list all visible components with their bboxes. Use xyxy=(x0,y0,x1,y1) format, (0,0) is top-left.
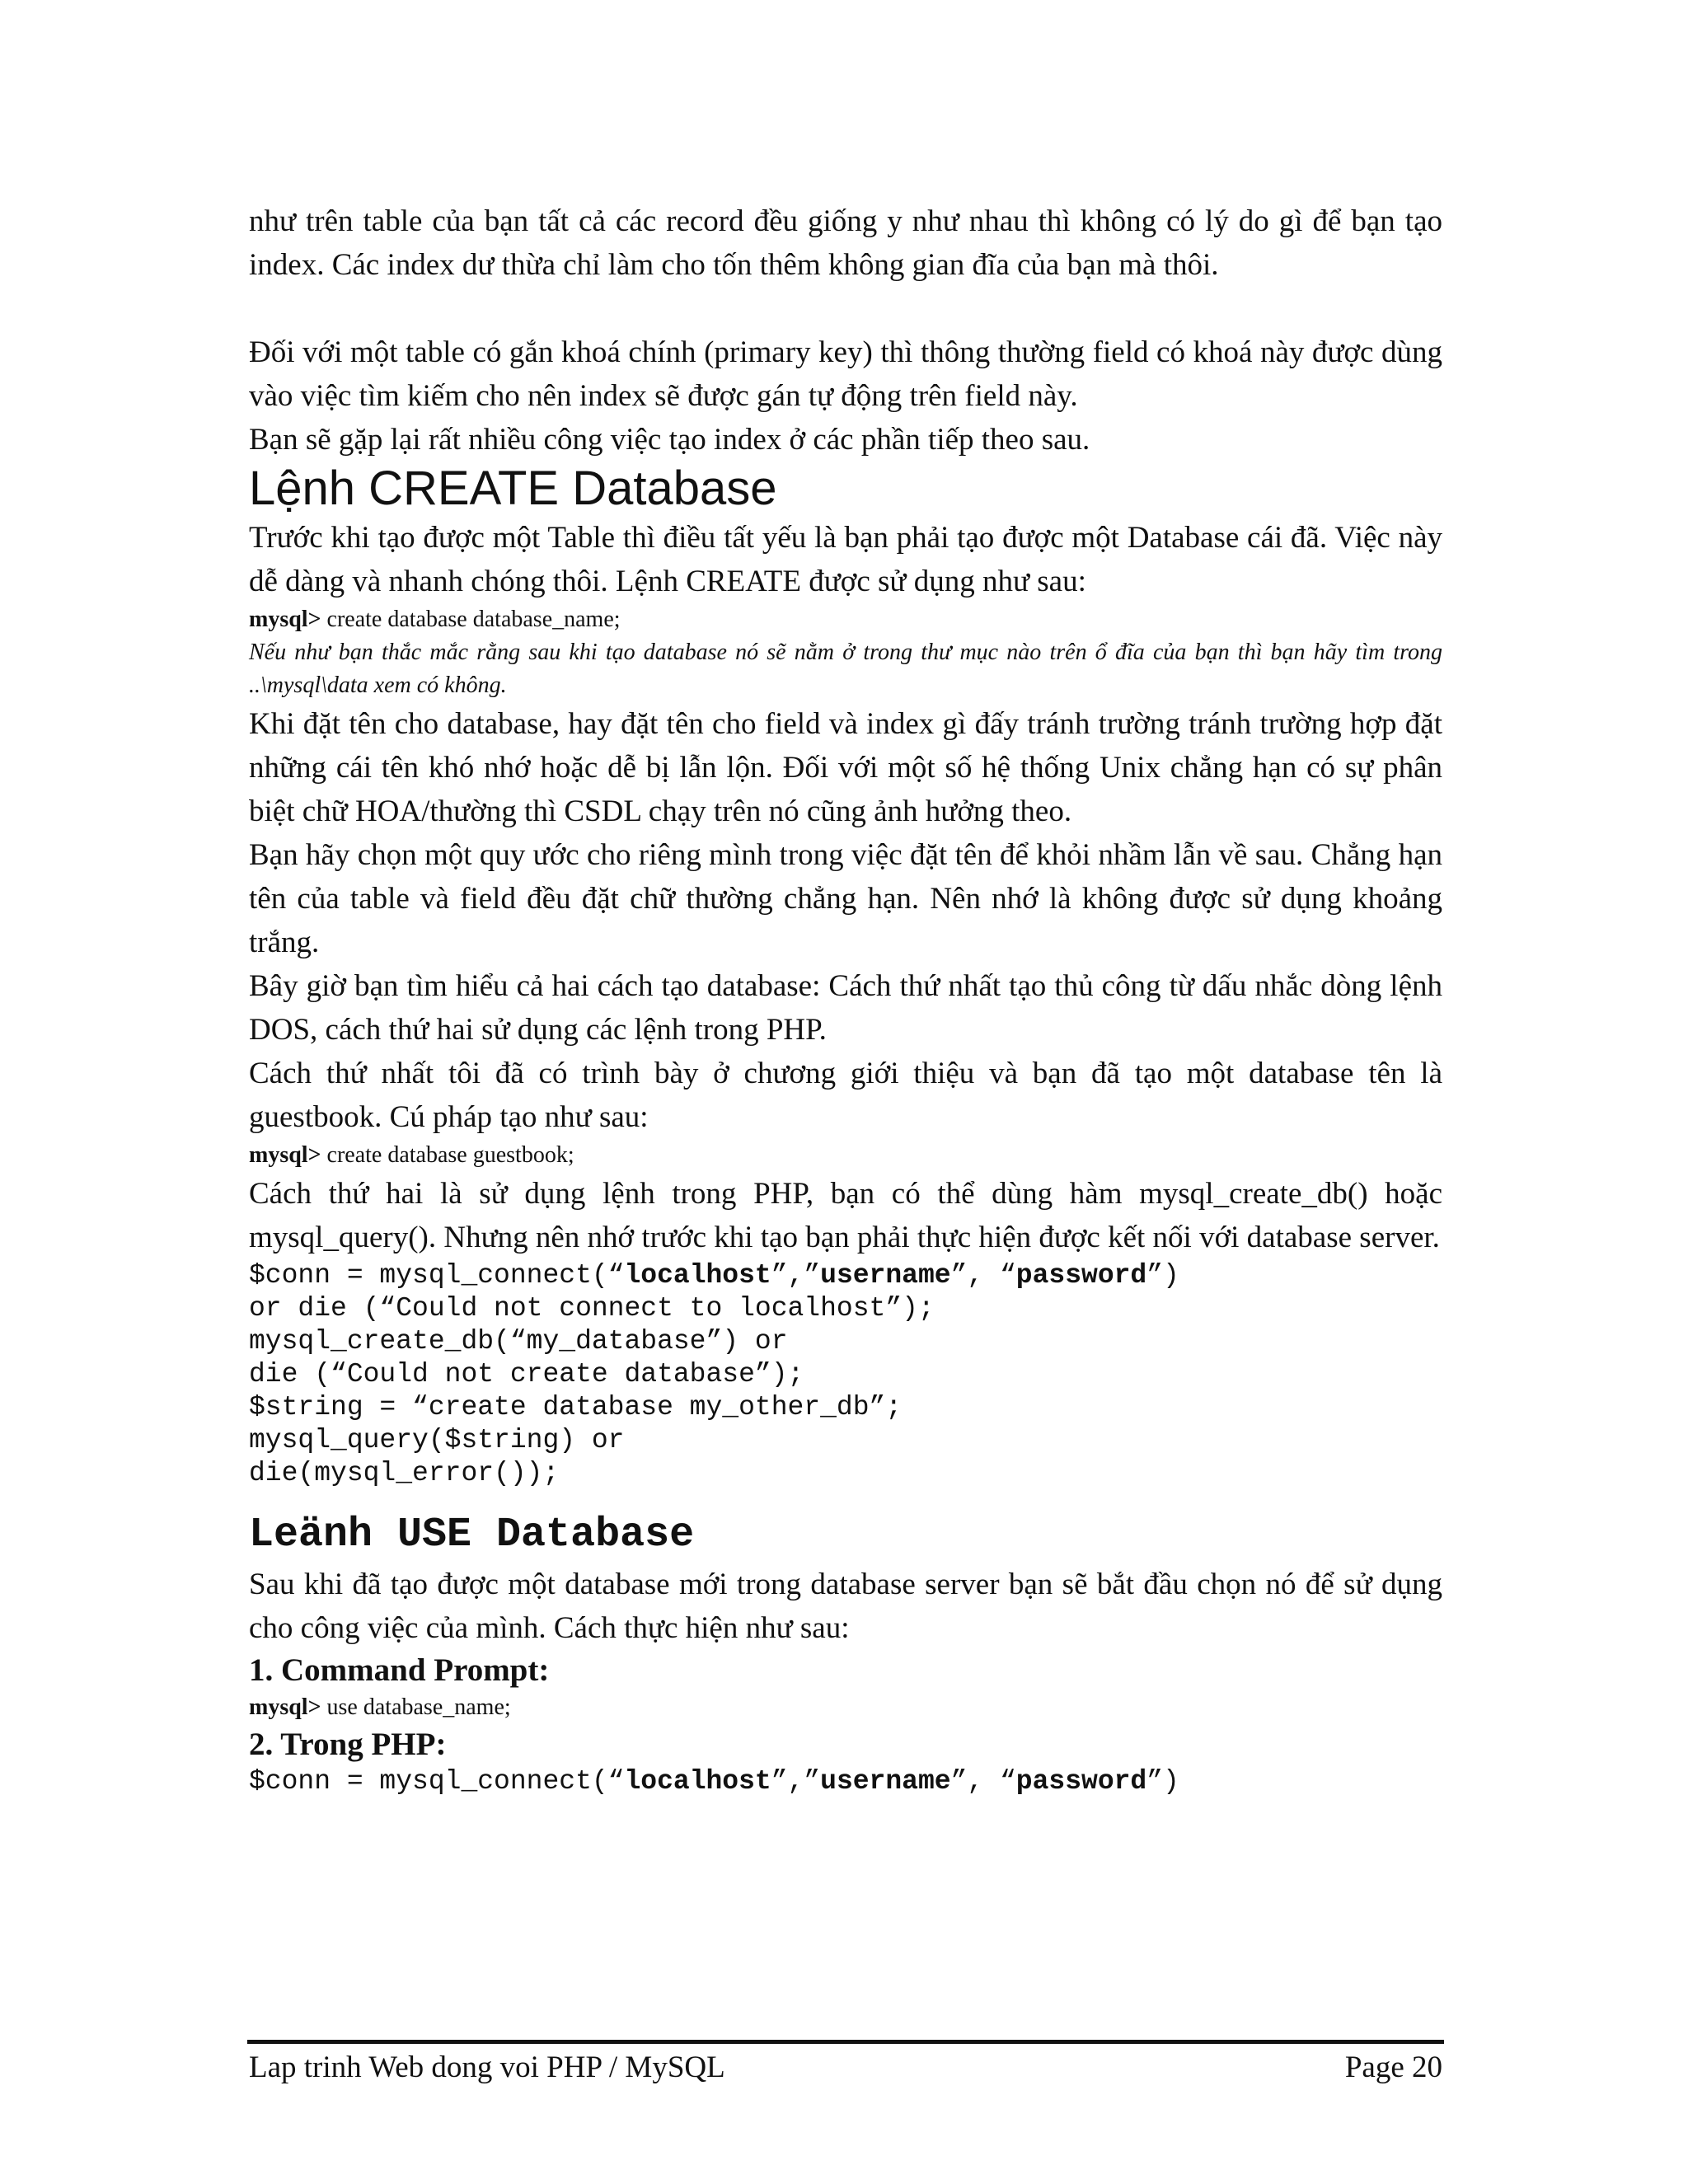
create-database-heading: Lệnh CREATE Database xyxy=(249,462,777,515)
create-paragraph-5: Cách thứ nhất tôi đã có trình bày ở chương giới thiệu và bạn đã tạo một database tên là guestbook. Cú pháp tạo như sau: xyxy=(249,1057,1442,1134)
code-token: password xyxy=(1015,1260,1147,1291)
create-paragraph-6: Cách thứ hai là sử dụng lệnh trong PHP, bạn có thể dùng hàm mysql_create_db() hoặc mysql_query(). Nhưng nên nhớ trước khi tạo bạn phải thực hiện được kết nối với database server. xyxy=(249,1177,1442,1254)
code-line: die(mysql_error()); xyxy=(249,1458,560,1488)
code-token: localhost xyxy=(624,1766,771,1797)
use-paragraph-1: Sau khi đã tạo được một database mới trong database server bạn sẽ bắt đầu chọn nó để sử dụng cho công việc của mình. Cách thực hiện như sau: xyxy=(249,1568,1442,1645)
code-token: ”, “ xyxy=(950,1766,1016,1797)
mysql-prompt: mysql> xyxy=(249,1142,321,1168)
page-body xyxy=(249,199,1442,1798)
code-token: password xyxy=(1015,1766,1147,1797)
use-database-heading: Leänh USE Database xyxy=(249,1511,695,1558)
mysql-command-line xyxy=(249,603,1442,636)
code-token: ”) xyxy=(1146,1766,1179,1797)
footer-title: Lap trinh Web dong voi PHP / MySQL xyxy=(249,2050,725,2084)
code-line xyxy=(249,1765,1442,1798)
mysql-command: use database_name; xyxy=(321,1694,511,1720)
create-paragraph-2: Khi đặt tên cho database, hay đặt tên cho field và index gì đấy tránh trường tránh trường hợp đặt những cái tên khó nhớ hoặc dễ bị lẫn lộn. Đối với một số hệ thống Unix chẳng hạn có sự phân biệt chữ HOA/thường thì CSDL chạy trên nó cũng ảnh hưởng theo. xyxy=(249,707,1442,828)
code-token: $conn = mysql_connect(“ xyxy=(249,1260,625,1291)
mysql-command-line xyxy=(249,1691,1442,1724)
code-token: username xyxy=(820,1260,951,1291)
code-token: ”,” xyxy=(771,1260,821,1291)
create-paragraph-4: Bây giờ bạn tìm hiểu cả hai cách tạo database: Cách thứ nhất tạo thủ công từ dấu nhắc dòng lệnh DOS, cách thứ hai sử dụng các lệnh trong PHP. xyxy=(249,969,1442,1047)
mysql-command-line xyxy=(249,1139,1442,1172)
code-token: $conn = mysql_connect(“ xyxy=(249,1766,625,1797)
code-line: or die (“Could not connect to localhost”); xyxy=(249,1293,935,1324)
italic-note: Nếu như bạn thắc mắc rằng sau khi tạo database nó sẽ nằm ở trong thư mục nào trên ổ đĩa của bạn thì bạn hãy tìm trong ..\mysql\data xem có không. xyxy=(249,640,1442,698)
code-line: die (“Could not create database”); xyxy=(249,1359,804,1390)
code-line: mysql_query($string) or xyxy=(249,1425,625,1455)
intro-paragraph-3: Bạn sẽ gặp lại rất nhiều công việc tạo index ở các phần tiếp theo sau. xyxy=(249,423,1090,457)
code-token: ”,” xyxy=(771,1766,821,1797)
create-paragraph-3: Bạn hãy chọn một quy ước cho riêng mình trong việc đặt tên để khỏi nhầm lẫn về sau. Chẳng hạn tên của table và field đều đặt chữ thường chẳng hạn. Nên nhớ là không được sử dụng khoảng trắng. xyxy=(249,838,1442,959)
code-line xyxy=(249,1259,1442,1292)
create-paragraph-1: Trước khi tạo được một Table thì điều tất yếu là bạn phải tạo được một Database cái đã. Việc này dễ dàng và nhanh chóng thôi. Lệnh CREATE được sử dụng như sau: xyxy=(249,521,1442,598)
code-token: ”) xyxy=(1146,1260,1179,1291)
mysql-command: create database database_name; xyxy=(321,607,621,632)
intro-paragraph-2: Đối với một table có gắn khoá chính (primary key) thì thông thường field có khoá này được dùng vào việc tìm kiếm cho nên index sẽ được gán tự động trên field này. xyxy=(249,335,1442,413)
mysql-prompt: mysql> xyxy=(249,1694,321,1720)
intro-paragraph-1: như trên table của bạn tất cả các record đều giống y như nhau thì không có lý do gì để bạn tạo index. Các index dư thừa chỉ làm cho tốn thêm không gian đĩa của bạn mà thôi. xyxy=(249,204,1442,282)
php-code-block xyxy=(249,1765,1442,1798)
subheading-command-prompt: 1. Command Prompt: xyxy=(249,1652,550,1688)
code-line: $string = “create database my_other_db”; xyxy=(249,1392,903,1422)
footer-divider xyxy=(247,2040,1444,2044)
code-line: mysql_create_db(“my_database”) or xyxy=(249,1326,788,1357)
page-number: Page 20 xyxy=(1344,2050,1442,2084)
mysql-prompt: mysql> xyxy=(249,607,321,632)
paragraph-gap xyxy=(249,287,1442,330)
code-token: username xyxy=(820,1766,951,1797)
subheading-php: 2. Trong PHP: xyxy=(249,1727,447,1762)
code-token: ”, “ xyxy=(950,1260,1016,1291)
php-code-block xyxy=(249,1259,1442,1490)
code-token: localhost xyxy=(624,1260,771,1291)
mysql-command: create database guestbook; xyxy=(321,1142,574,1168)
